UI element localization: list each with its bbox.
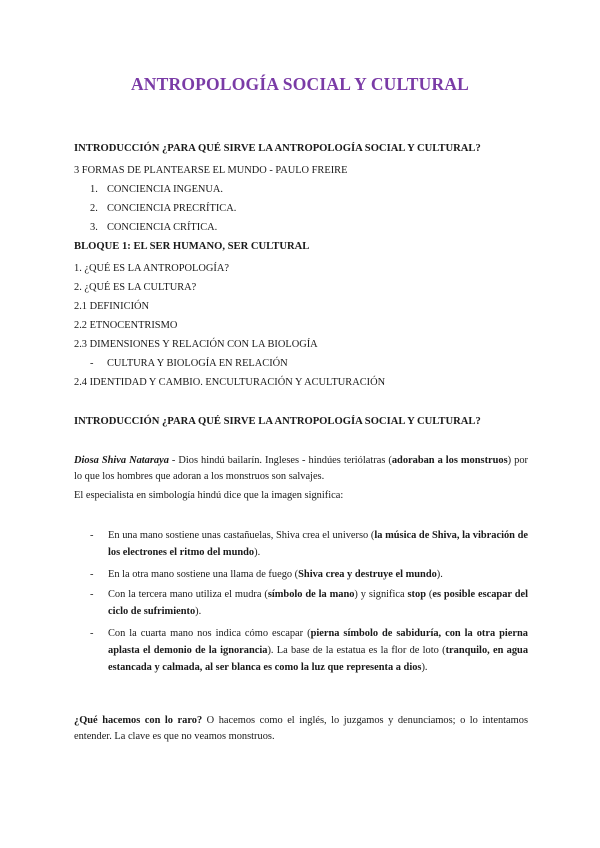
text-run: ). [195, 606, 202, 617]
bold-run: la música de Shiva, la vibración de los electrones el ritmo del mundo [108, 530, 528, 558]
bullet-text [108, 527, 528, 561]
index-line: 2.3 DIMENSIONES Y RELACIÓN CON LA BIOLOGÍA [74, 339, 318, 350]
deity-name: Diosa Shiva Nataraya [74, 455, 169, 466]
bold-run: Shiva crea y destruye el mundo [298, 569, 437, 580]
bullet-text [108, 625, 528, 676]
text-run: ) y significa [354, 589, 408, 600]
bold-run: tranquilo, en agua estancada y calmada, al ser blanca es como la luz que representa a dios [108, 645, 529, 673]
list-text: CONCIENCIA INGENUA. [107, 184, 224, 195]
list-text: CONCIENCIA PRECRÍTICA. [107, 203, 237, 214]
diosa-paragraph [74, 453, 528, 485]
bullet-item [90, 566, 528, 583]
raro-paragraph [74, 713, 528, 745]
text-run: ). [436, 569, 443, 580]
index-line: 2.4 IDENTIDAD Y CAMBIO. ENCULTURACIÓN Y ACULTURACIÓN [74, 377, 386, 388]
bullet-text [108, 566, 528, 583]
list-text: CONCIENCIA CRÍTICA. [107, 222, 218, 233]
bold-run: pierna símbolo de sabiduría, con la otra pierna aplasta el demonio de la ignorancia [108, 628, 529, 656]
index-line: 2. ¿QUÉ ES LA CULTURA? [74, 282, 197, 293]
dash-marker: - [90, 358, 94, 369]
index-line: 2.1 DEFINICIÓN [74, 301, 150, 312]
bold-run: símbolo de la mano [267, 589, 355, 600]
text-run: ). [421, 662, 428, 673]
bold-run: stop [407, 589, 426, 600]
list-number: 1. [90, 184, 98, 195]
dash-marker: - [90, 569, 94, 580]
especialista-line: El especialista en simbología hindú dice que la imagen significa: [74, 490, 344, 501]
bullet-text [108, 586, 528, 620]
bold-question: ¿Qué hacemos con lo raro? [74, 715, 203, 726]
dash-marker: - [90, 530, 94, 541]
text-run: ) por lo que los hombres que adoran a los monstruos son salvajes. [74, 455, 528, 482]
dash-marker: - [90, 589, 94, 600]
bold-run: adoraban a los monstruos [391, 455, 508, 466]
list-number: 2. [90, 203, 98, 214]
text-run: En una mano sostiene unas castañuelas, Shiva crea el universo ( [108, 530, 375, 541]
text-run: Con la tercera mano utiliza el mudra ( [108, 589, 268, 600]
bloque-heading: BLOQUE 1: EL SER HUMANO, SER CULTURAL [74, 241, 310, 252]
index-line: 2.2 ETNOCENTRISMO [74, 320, 178, 331]
page-title: ANTROPOLOGÍA SOCIAL Y CULTURAL [130, 74, 470, 94]
text-run: O hacemos como el inglés, lo juzgamos y denunciamos; o lo intentamos entender. La clave es que no veamos monstruos. [74, 715, 528, 742]
list-text: CULTURA Y BIOLOGÍA EN RELACIÓN [107, 358, 288, 369]
text-run: ). [254, 547, 261, 558]
text-run: Con la cuarta mano nos indica cómo escapar ( [108, 628, 311, 639]
bold-run: es posible escapar del ciclo de sufrimiento [108, 589, 528, 617]
index-line: 1. ¿QUÉ ES LA ANTROPOLOGÍA? [74, 263, 229, 274]
bullet-item [90, 527, 528, 561]
dash-marker: - [90, 628, 94, 639]
text-run: ( [426, 589, 433, 600]
bullet-item [90, 586, 528, 620]
bullet-item [90, 625, 528, 676]
intro-heading: INTRODUCCIÓN ¿PARA QUÉ SIRVE LA ANTROPOLOGÍA SOCIAL Y CULTURAL? [74, 143, 481, 154]
text-run: - Dios hindú bailarín. Ingleses - hindúes teriólatras ( [168, 455, 392, 466]
list-number: 3. [90, 222, 98, 233]
text-run: En la otra mano sostiene una llama de fuego ( [108, 569, 299, 580]
text-run: ). La base de la estatua es la flor de loto ( [267, 645, 446, 656]
intro-heading-2: INTRODUCCIÓN ¿PARA QUÉ SIRVE LA ANTROPOLOGÍA SOCIAL Y CULTURAL? [74, 416, 481, 427]
formas-line: 3 FORMAS DE PLANTEARSE EL MUNDO - PAULO FREIRE [74, 165, 348, 176]
